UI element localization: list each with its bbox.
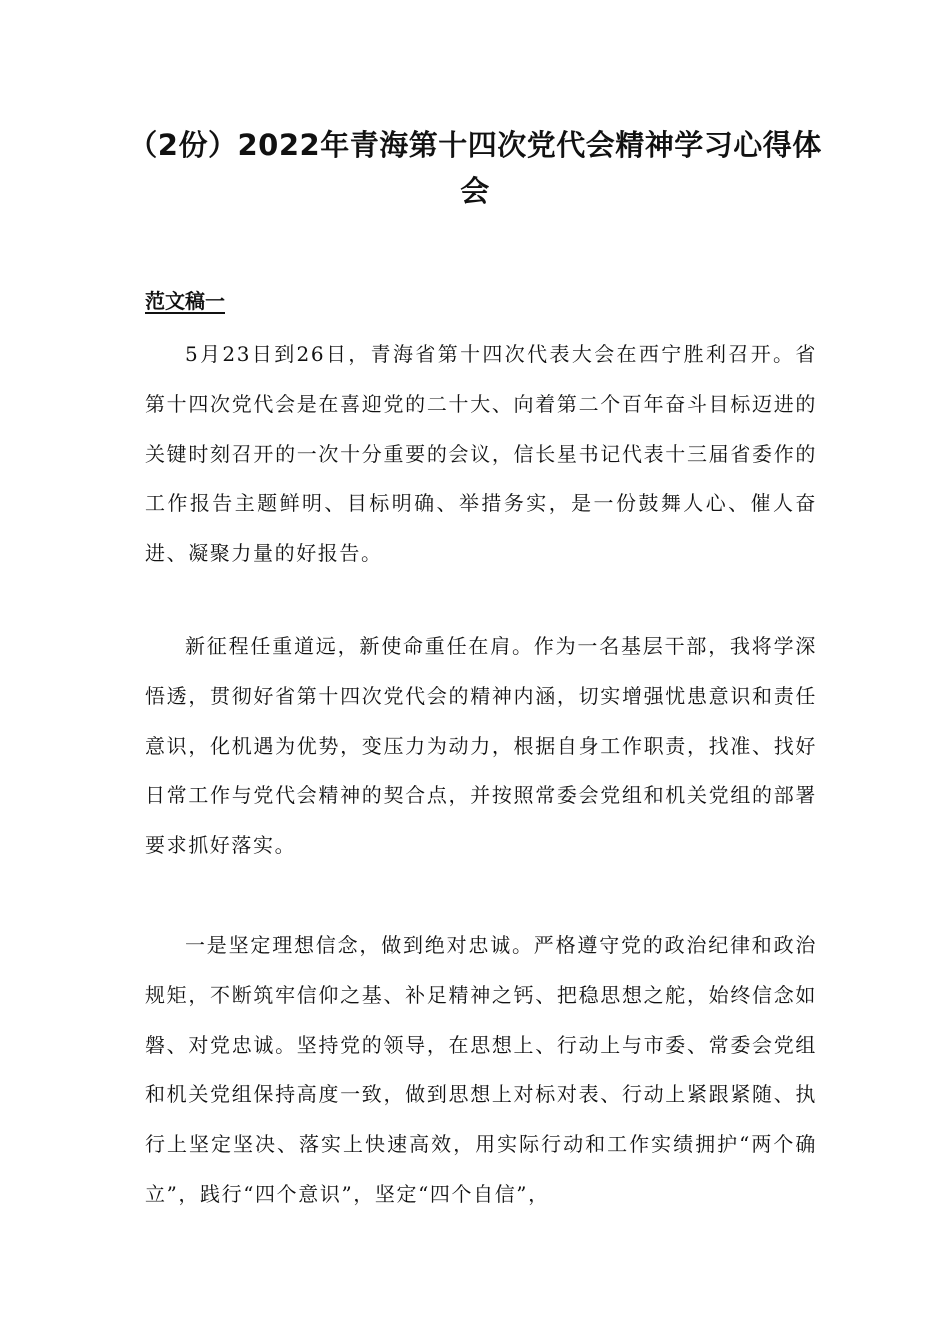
paragraph-3: 一是坚定理想信念，做到绝对忠诚。严格遵守党的政治纪律和政治规矩，不断筑牢信仰之基、补足精神之钙、把稳思想之舵，始终信念如磐、对党忠诚。坚持党的领导，在思想上、行动上与市委、常委会党组和机关党组保持高度一致，做到思想上对标对表、行动上紧跟紧随、执行上坚定坚决、落实上快速高效，用实际行动和工作实绩拥护“两个确立”，践行“四个意识”，坚定“四个自信”， [145,933,817,1206]
document-title: （2份）2022年青海第十四次党代会精神学习心得体会 [128,128,822,208]
section-label: 范文稿一 [145,289,225,313]
paragraph-2: 新征程任重道远，新使命重任在肩。作为一名基层干部，我将学深悟透，贯彻好省第十四次党代会的精神内涵，切实增强忧患意识和责任意识，化机遇为优势，变压力为动力，根据自身工作职责，找准、找好日常工作与党代会精神的契合点，并按照常委会党组和机关党组的部署要求抓好落实。 [145,634,817,858]
paragraph-1: 5月23日到26日，青海省第十四次代表大会在西宁胜利召开。省第十四次党代会是在喜迎党的二十大、向着第二个百年奋斗目标迈进的关键时刻召开的一次十分重要的会议，信长星书记代表十三届省委作的工作报告主题鲜明、目标明确、举措务实，是一份鼓舞人心、催人奋进、凝聚力量的好报告。 [145,342,817,566]
